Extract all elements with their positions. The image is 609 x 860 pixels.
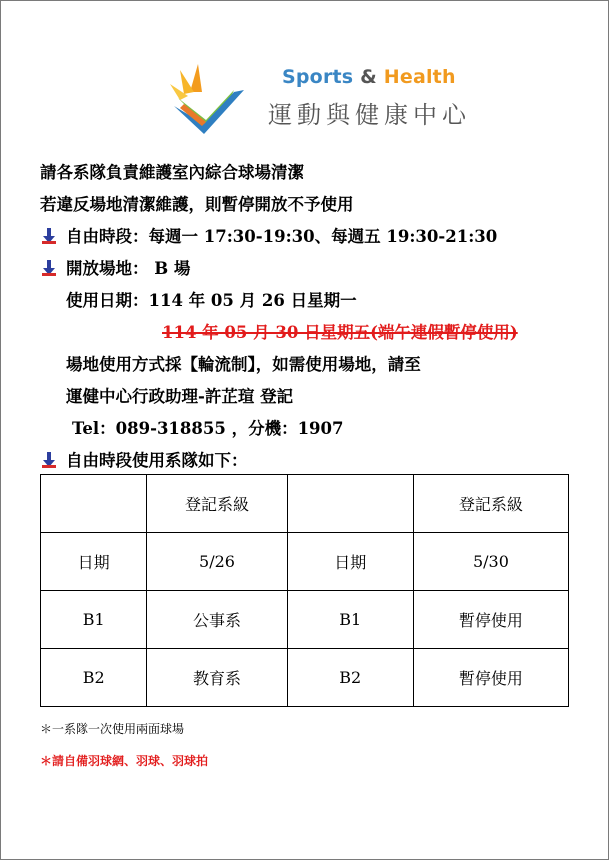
logo-emblem <box>168 62 268 134</box>
footnote-usage: ＊一系隊一次使用兩面球場 <box>40 722 185 736</box>
brand-health: Health <box>383 66 456 88</box>
table-cell: 5/26 <box>147 533 287 591</box>
logo <box>168 62 471 142</box>
table-header-row <box>41 475 569 533</box>
cancelled-date: 114 年 05 月 30 日星期五(端午連假暫停使用) <box>162 323 518 342</box>
table-cell: B2 <box>287 649 413 707</box>
table-row <box>41 591 569 649</box>
table-cell: 暫停使用 <box>413 591 568 649</box>
arrow-bullet-icon <box>42 260 56 276</box>
table-cell: 5/30 <box>413 533 568 591</box>
notice-line-2: 若違反場地清潔維護，則暫停開放不予使用 <box>40 195 354 214</box>
arrow-bullet-icon <box>42 228 56 244</box>
brand-sports: Sports <box>282 66 354 88</box>
schedule-table <box>40 474 569 707</box>
table-row <box>41 649 569 707</box>
table-cell: 日期 <box>41 533 147 591</box>
registration-contact: 運健中心行政助理-許芷瑄 登記 <box>66 387 294 406</box>
footnote-equipment: ＊請自備羽球網、羽球、羽球拍 <box>40 754 209 768</box>
table-cell: 教育系 <box>147 649 287 707</box>
brand-chinese: 運動與健康中心 <box>268 101 471 129</box>
table-row <box>41 533 569 591</box>
use-date: 使用日期：114 年 05 月 26 日星期一 <box>66 291 357 310</box>
table-cell: B1 <box>41 591 147 649</box>
table-heading: 自由時段使用系隊如下： <box>66 451 248 470</box>
table-cell: B2 <box>41 649 147 707</box>
brand-english <box>282 66 456 88</box>
table-header-cell: 登記系級 <box>147 475 287 533</box>
free-hours: 自由時段：每週一 17:30-19:30、每週五 19:30-21:30 <box>66 227 498 246</box>
arrow-bullet-icon <box>42 452 56 468</box>
table-cell: 暫停使用 <box>413 649 568 707</box>
table-header-cell: 登記系級 <box>413 475 568 533</box>
brand-ampersand: & <box>360 66 377 88</box>
table-cell: B1 <box>287 591 413 649</box>
table-cell: 日期 <box>287 533 413 591</box>
table-cell <box>287 475 413 533</box>
table-cell <box>41 475 147 533</box>
rotation-info: 場地使用方式採【輪流制】，如需使用場地，請至 <box>66 355 421 374</box>
notice-line-1: 請各系隊負責維護室內綜合球場清潔 <box>40 163 304 182</box>
venue: 開放場地： B 場 <box>66 259 191 278</box>
table-cell: 公事系 <box>147 591 287 649</box>
telephone: Tel：089-318855 ，分機：1907 <box>72 419 344 438</box>
